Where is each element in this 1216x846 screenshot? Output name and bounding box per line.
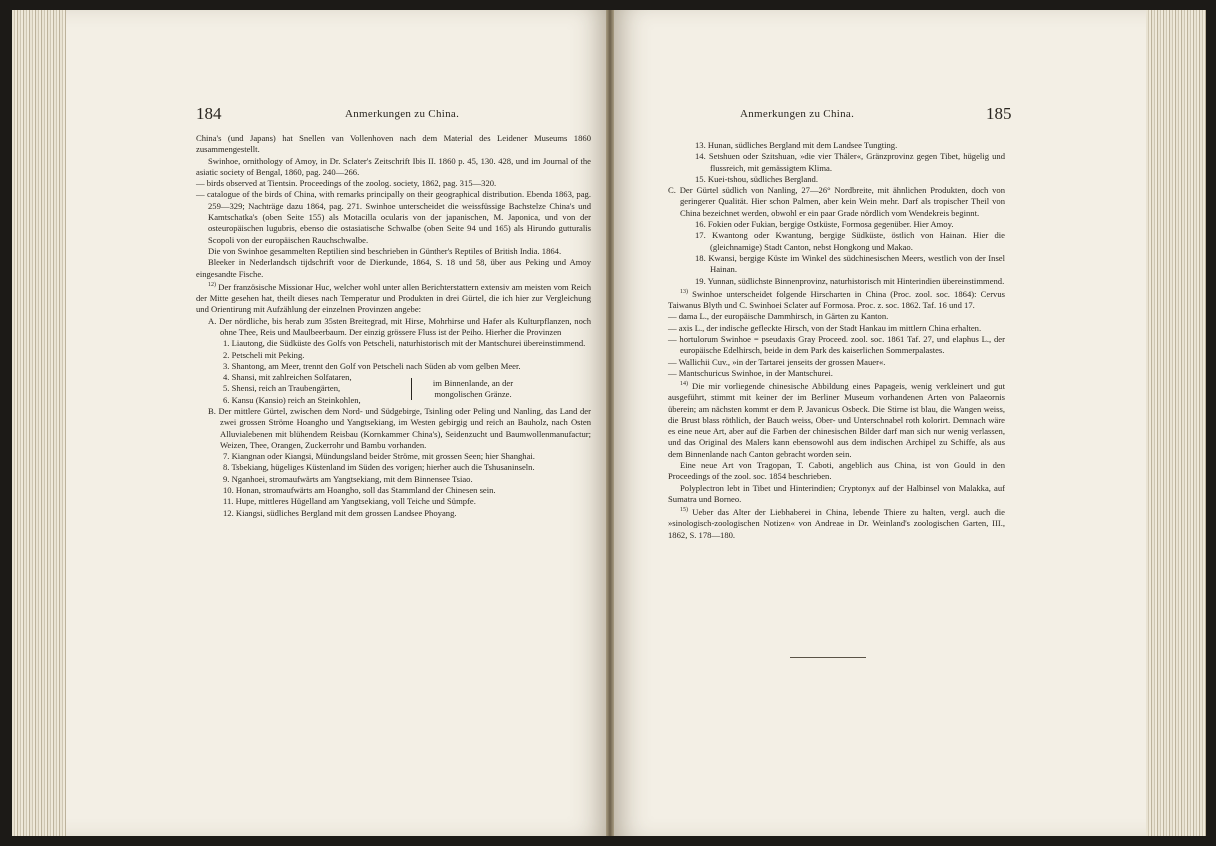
left-page-text <box>196 133 591 519</box>
list-item: 15. Kuei-tshou, südliches Bergland. <box>695 173 819 184</box>
paragraph-text: Die mir vorliegende chinesische Abbildung eines Papageis, wenig verkleinert und gut ausgeführt, stimmt mit keiner der im Berliner Museum vorhandenen Arten von Palaeornis überein; am nächsten kommt er dem P. Javanicus Osbeck. Die Stirne ist blau, die Wangen weiss, die Brust blass röthlich, der Bauch weiss, Ober- und Unterschnabel roth kolorirt. Demnach wäre es eine neue Art, aber auf die Farben der chinesischen Bilder darf man sich nur wenig verlassen, und das Original des Malers kann ebensowohl aus dem indischen Archipel zu Schiffe, als aus dem Binnenlande nach Canton gebracht worden sein. <box>668 380 1005 459</box>
paragraph-text: Swinhoe unterscheidet folgende Hirscharten in China (Proc. zool. soc. 1864): Cervus Taiwanus Blyth und C. Swinhoei Sclater auf Formosa. Proc. z. soc. 1862. Taf. 16 und 17. <box>668 288 1005 311</box>
footnote-paragraph <box>196 280 591 316</box>
footnote-paragraph <box>668 379 1005 460</box>
right-page-number: 185 <box>986 104 1012 123</box>
paragraph: — Wallichii Cuv., »in der Tartarei jenseits der grossen Mauer«. <box>668 356 886 367</box>
list-item: 17. Kwantong oder Kwantung, bergige Südküste, östlich von Hainan. Hier die (gleichnamige) Stadt Canton, nebst Hongkong und Makao. <box>695 230 1005 252</box>
list-item: 2. Petscheli mit Peking. <box>223 349 305 360</box>
paragraph-text: Ueber das Alter der Liebhaberei in China, lebende Thiere zu halten, vergl. auch die »sinologisch-zoologischen Notizen« von Andreae in Dr. Weinland's zoologischen Garten, III., 1862, S. 178—180. <box>668 507 1005 540</box>
paragraph: — dama L., der europäische Dammhirsch, in Gärten zu Kanton. <box>668 311 889 322</box>
list-item: 3. Shantong, am Meer, trennt den Golf von Petscheli nach Süden ab vom gelben Meer. <box>223 360 521 371</box>
list-item: 9. Nganhoei, stromaufwärts am Yangtsekiang, mit dem Binnensee Tsiao. <box>223 473 473 484</box>
paragraph: Polyplectron lebt in Tibet und Hinterindien; Cryptonyx auf der Halbinsel von Malakka, auf Sumatra und Borneo. <box>668 482 1005 504</box>
list-item: 13. Hunan, südliches Bergland mit dem Landsee Tungting. <box>695 140 898 150</box>
list-section: C. Der Gürtel südlich von Nanling, 27—26° Nordbreite, mit ähnlichen Produkten, doch von geringerer Qualität. Hier schon Palmen, aber kein Wein mehr. Darf als tropischer Theil von China bezeichnet werden, obwohl er ein paar Grade nördlich vom Wendekreis beginnt. <box>668 185 1005 218</box>
right-page-text <box>668 140 1005 541</box>
paragraph: — axis L., der indische gefleckte Hirsch, von der Stadt Hankau im mittlern China erhalten. <box>668 322 982 333</box>
paragraph: — hortulorum Swinhoe = pseudaxis Gray Proceed. zool. soc. 1861 Taf. 27, und elaphus L., der europäische Edelhirsch, beide in dem Park des kaiserlichen Sommerpalastes. <box>668 333 1005 356</box>
paragraph: — birds observed at Tientsin. Proceedings of the zoolog. society, 1862, pag. 315—320. <box>196 178 497 189</box>
footnote-paragraph <box>668 505 1005 541</box>
list-section: A. Der nördliche, bis herab zum 35sten Breitegrad, mit Hirse, Mohrhirse und Hafer als Kulturpflanzen, noch ohne Thee, Reis und Maulbeerbaum. Der einzig grössere Fluss ist der Peiho. Hierher die Provinzen <box>208 315 591 337</box>
footnote-mark: 13) <box>680 288 688 295</box>
paragraph: — Mantschuricus Swinhoe, in der Mantschurei. <box>668 367 833 378</box>
province-group-note: im Binnenlande, an der mongolischen Gränze. <box>411 378 528 401</box>
list-item: 12. Kiangsi, südliches Bergland mit dem grossen Landsee Phoyang. <box>223 507 457 518</box>
list-item: 19. Yunnan, südlichste Binnenprovinz, naturhistorisch mit Hinterindien übereinstimmend. <box>695 275 1005 286</box>
paragraph: — catalogue of the birds of China, with remarks principally on their geographical distribution. Ebenda 1863, pag. 259—329; Nachträge dazu 1864, pag. 271. Swinhoe unterscheidet die weissfüssige Bachstelze China's und Kamtschatka's (oben Seite 155) als Motacilla ocularis von der japanischen, M. Japonica, und von der osteuropäischen lugubris, ebenso die ostasiatische Schwalbe (oben Seite 94 und 165) als Hirundo gutturalis Scopoli von der europäischen Rauchschwalbe. <box>196 189 591 245</box>
province-group-items <box>223 372 411 406</box>
paragraph-text: Der französische Missionar Huc, welcher wohl unter allen Berichterstattern extensiv am meisten vom Reich der Mitte gesehen hat, theilt dieses nach Temperatur und Produkten in drei Gürtel, die ich hier zur Vergleichung und Orientirung mit Aufzählung der einzelnen Provinzen angebe: <box>196 281 591 315</box>
list-item: 1. Liautong, die Südküste des Golfs von Petscheli, naturhistorisch mit der Mantschurei übereinstimmend. <box>223 338 586 349</box>
footnote-mark: 15) <box>680 507 688 514</box>
list-item: 16. Fokien oder Fukian, bergige Ostküste, Formosa gegenüber. Hier Amoy. <box>695 219 954 230</box>
footnote-mark: 14) <box>680 381 688 388</box>
footnote-mark: 12) <box>208 281 216 288</box>
province-group <box>196 372 591 406</box>
left-page-number: 184 <box>196 104 222 123</box>
left-page-edges <box>12 10 70 836</box>
paragraph: China's (und Japans) hat Snellen van Vollenhoven nach dem Material des Leidener Museums 1860 zusammengestellt. <box>196 133 591 155</box>
paragraph: Eine neue Art von Tragopan, T. Caboti, angeblich aus China, ist von Gould in den Proceedings of the zool. soc. 1854 beschrieben. <box>668 460 1005 482</box>
list-item: 6. Kansu (Kansio) reich an Steinkohlen, <box>223 394 361 405</box>
list-item: 8. Tsbekiang, hügeliges Küstenland im Süden des vorigen; hierher auch die Tshusaninseln. <box>223 462 535 473</box>
list-item: 11. Hupe, mittleres Hügelland am Yangtsekiang, voll Teiche und Sümpfe. <box>223 496 476 507</box>
paragraph: Die von Swinhoe gesammelten Reptilien sind beschrieben in Günther's Reptiles of British India. 1864. <box>208 245 562 256</box>
paragraph: Bleeker in Nederlandsch tijdschrift voor de Dierkunde, 1864, S. 18 und 58, über aus Peking und Amoy eingesandte Fische. <box>196 257 591 279</box>
list-item: 14. Setshuen oder Szitshuan, »die vier Thäler«, Gränzprovinz gegen Tibet, hügelig und flussreich, mit gemässigtem Klima. <box>695 151 1005 173</box>
list-section: B. Der mittlere Gürtel, zwischen dem Nord- und Südgebirge, Tsinling oder Peling und Nanling, das Land der zwei grossen Ströme Hoangho und Yangtsekiang, im Westen gebirgig und reich an Bauholz, nach Osten Alluvialebenen mit blühendem Reisbau (Kornkammer China's), Seidenzucht und Baumwollenmanufactur; Weizen, Thee, Orangen, Zuckerrohr und Bambu vorhanden. <box>208 405 591 450</box>
list-item: 18. Kwansi, bergige Küste im Winkel des südchinesischen Meers, westlich von der Insel Hainan. <box>695 252 1005 275</box>
paragraph: Swinhoe, ornithology of Amoy, in Dr. Sclater's Zeitschrift Ibis II. 1860 p. 45, 130. 428, und im Journal of the asiatic society of Bengal, 1860, pag. 240—266. <box>196 155 591 177</box>
book-gutter <box>606 10 614 836</box>
list-item: 10. Honan, stromaufwärts am Hoangho, soll das Stammland der Chinesen sein. <box>223 485 496 496</box>
left-running-head: Anmerkungen zu China. <box>345 108 460 120</box>
right-page-edges <box>1146 10 1206 836</box>
right-running-head: Anmerkungen zu China. <box>740 108 855 120</box>
footnote-paragraph <box>668 287 1005 311</box>
list-item: 4. Shansi, mit zahlreichen Solfataren, <box>223 372 352 383</box>
list-item: 5. Shensi, reich an Traubengärten, <box>223 383 341 394</box>
list-item: 7. Kiangnan oder Kiangsi, Mündungsland beider Ströme, mit grossen Seen; hier Shanghai. <box>223 451 535 462</box>
end-rule <box>790 657 866 658</box>
